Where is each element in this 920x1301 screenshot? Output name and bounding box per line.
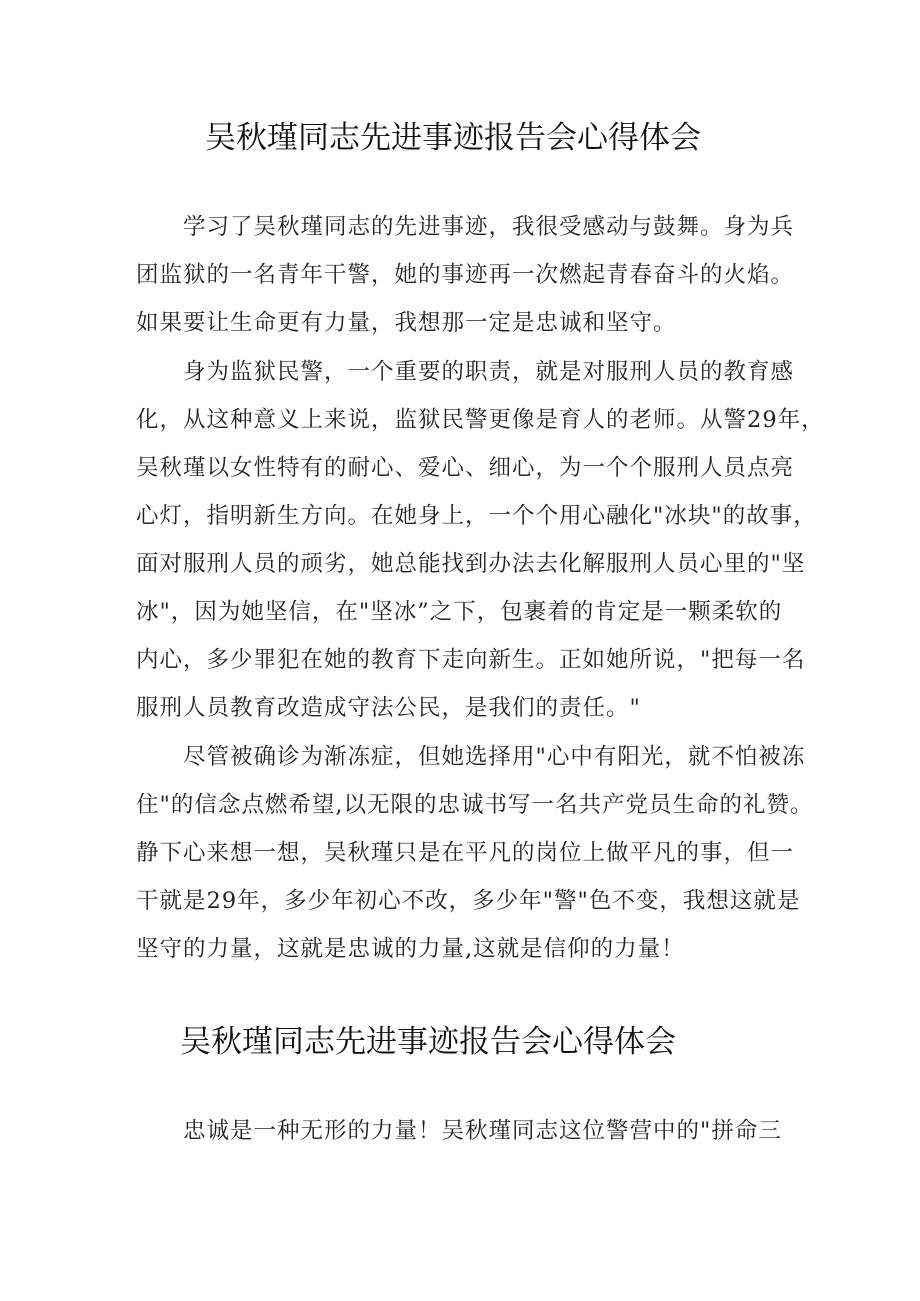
- paragraph-line: 坚守的力量，这就是忠诚的力量,这就是信仰的力量！: [136, 936, 685, 962]
- paragraph-line: 冰"，因为她坚信，在"坚冰”之下，包裹着的肯定是一颗柔软的: [136, 599, 783, 625]
- paragraph-line: 心灯，指明新生方向。在她身上，一个个用心融化"冰块"的故事，: [136, 503, 817, 529]
- paragraph-line: 面对服刑人员的顽劣，她总能找到办法去化解服刑人员心里的"坚: [136, 551, 806, 577]
- paragraph-line: 团监狱的一名青年干警，她的事迹再一次燃起青春奋斗的火焰。: [136, 262, 795, 288]
- paragraph-line: 干就是29年，多少年初心不改，多少年"警"色不变，我想这就是: [136, 888, 801, 914]
- paragraph-line: 如果要让生命更有力量，我想那一定是忠诚和坚守。: [136, 310, 677, 336]
- paragraph-line: 服刑人员教育改造成守法公民，是我们的责任。": [136, 695, 641, 721]
- paragraph-line: 身为监狱民警，一个重要的职责，就是对服刑人员的教育感: [183, 359, 795, 385]
- paragraph-line: 静下心来想一想，吴秋瑾只是在平凡的岗位上做平凡的事，但一: [136, 840, 795, 866]
- paragraph-line: 学习了吴秋瑾同志的先进事迹，我很受感动与鼓舞。身为兵: [183, 214, 795, 240]
- document-title: 吴秋瑾同志先进事迹报告会心得体会: [205, 120, 701, 156]
- paragraph-line: 内心，多少罪犯在她的教育下走向新生。正如她所说，"把每一名: [136, 647, 806, 673]
- paragraph-line: 吴秋瑾以女性特有的耐心、爱心、细心，为一个个服刑人员点亮: [136, 455, 795, 481]
- paragraph-line: 忠诚是一种无形的力量！吴秋瑾同志这位警营中的"拼命三: [183, 1118, 782, 1144]
- paragraph-line: 尽管被确诊为渐冻症，但她选择用"心中有阳光，就不怕被冻: [183, 744, 806, 770]
- second-document-title: 吴秋瑾同志先进事迹报告会心得体会: [180, 1024, 676, 1060]
- paragraph-line: 住"的信念点燃希望,以无限的忠诚书写一名共产党员生命的礼赞。: [136, 792, 814, 818]
- paragraph-line: 化，从这种意义上来说，监狱民警更像是育人的老师。从警29年，: [136, 407, 825, 433]
